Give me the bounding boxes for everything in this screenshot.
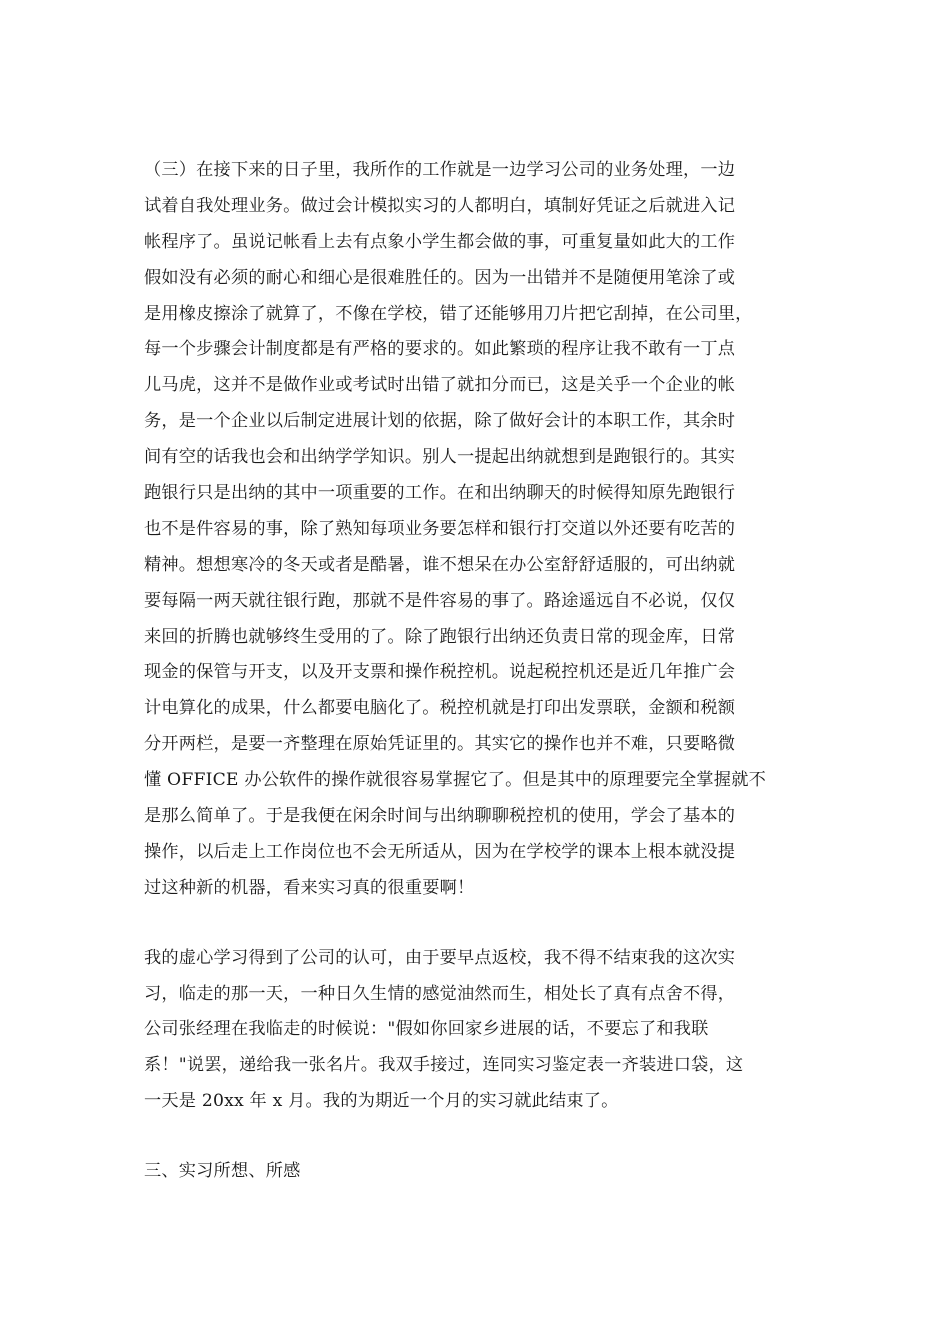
text-line: 懂 OFFICE 办公软件的操作就很容易掌握它了。但是其中的原理要完全掌握就不 [144, 770, 766, 791]
text-line: 要每隔一两天就往银行跑，那就不是件容易的事了。路途遥远自不必说，仅仅 [144, 590, 736, 611]
paragraph-internship-work [144, 153, 814, 907]
section-heading: 三、实习所想、所感 [144, 1161, 301, 1182]
text-line: 习，临走的那一天，一种日久生情的感觉油然而生，相处长了真有点舍不得， [144, 983, 736, 1004]
text-line: 务，是一个企业以后制定进展计划的依据，除了做好会计的本职工作，其余时 [144, 411, 736, 432]
paragraph-spacer [144, 907, 814, 941]
text-line: 间有空的话我也会和出纳学学知识。别人一提起出纳就想到是跑银行的。其实 [144, 447, 736, 468]
text-line: 计电算化的成果，什么都要电脑化了。税控机就是打印出发票联，金额和税额 [144, 698, 736, 719]
text-line: 每一个步骤会计制度都是有严格的要求的。如此繁琐的程序让我不敢有一丁点 [144, 339, 736, 360]
paragraph-internship-end [144, 941, 814, 1120]
text-line: 现金的保管与开支，以及开支票和操作税控机。说起税控机还是近几年推广会 [144, 662, 736, 683]
text-line: 帐程序了。虽说记帐看上去有点象小学生都会做的事，可重复量如此大的工作 [144, 231, 736, 252]
text-line: 也不是件容易的事，除了熟知每项业务要怎样和银行打交道以外还要有吃苦的 [144, 518, 736, 539]
text-line: 假如没有必须的耐心和细心是很难胜任的。因为一出错并不是随便用笔涂了或 [144, 267, 736, 288]
text-line: 精神。想想寒冷的冬天或者是酷暑，谁不想呆在办公室舒舒适服的，可出纳就 [144, 554, 736, 575]
text-line: 儿马虎，这并不是做作业或考试时出错了就扣分而已，这是关乎一个企业的帐 [144, 375, 736, 396]
paragraph-spacer [144, 1120, 814, 1154]
document-body [144, 153, 814, 1190]
text-line: 操作，以后走上工作岗位也不会无所适从，因为在学校学的课本上根本就没提 [144, 841, 736, 862]
text-line: 分开两栏，是要一齐整理在原始凭证里的。其实它的操作也并不难，只要略微 [144, 734, 736, 755]
text-line: 我的虚心学习得到了公司的认可，由于要早点返校，我不得不结束我的这次实 [144, 947, 736, 968]
section-heading-block [144, 1154, 814, 1190]
text-line: 试着自我处理业务。做过会计模拟实习的人都明白，填制好凭证之后就进入记 [144, 195, 736, 216]
text-line: 一天是 20xx 年 x 月。我的为期近一个月的实习就此结束了。 [144, 1091, 619, 1112]
text-line: 过这种新的机器，看来实习真的很重要啊！ [144, 877, 475, 898]
text-line: 是用橡皮擦涂了就算了，不像在学校，错了还能够用刀片把它刮掉，在公司里， [144, 303, 753, 324]
text-line: 跑银行只是出纳的其中一项重要的工作。在和出纳聊天的时候得知原先跑银行 [144, 483, 736, 504]
text-line: 系！"说罢，递给我一张名片。我双手接过，连同实习鉴定表一齐装进口袋，这 [144, 1055, 744, 1076]
text-line: 来回的折腾也就够终生受用的了。除了跑银行出纳还负责日常的现金库，日常 [144, 626, 736, 647]
text-line: 是那么简单了。于是我便在闲余时间与出纳聊聊税控机的使用，学会了基本的 [144, 806, 736, 827]
text-line: 公司张经理在我临走的时候说："假如你回家乡进展的话，不要忘了和我联 [144, 1019, 709, 1040]
text-line: （三）在接下来的日子里，我所作的工作就是一边学习公司的业务处理，一边 [144, 160, 736, 180]
